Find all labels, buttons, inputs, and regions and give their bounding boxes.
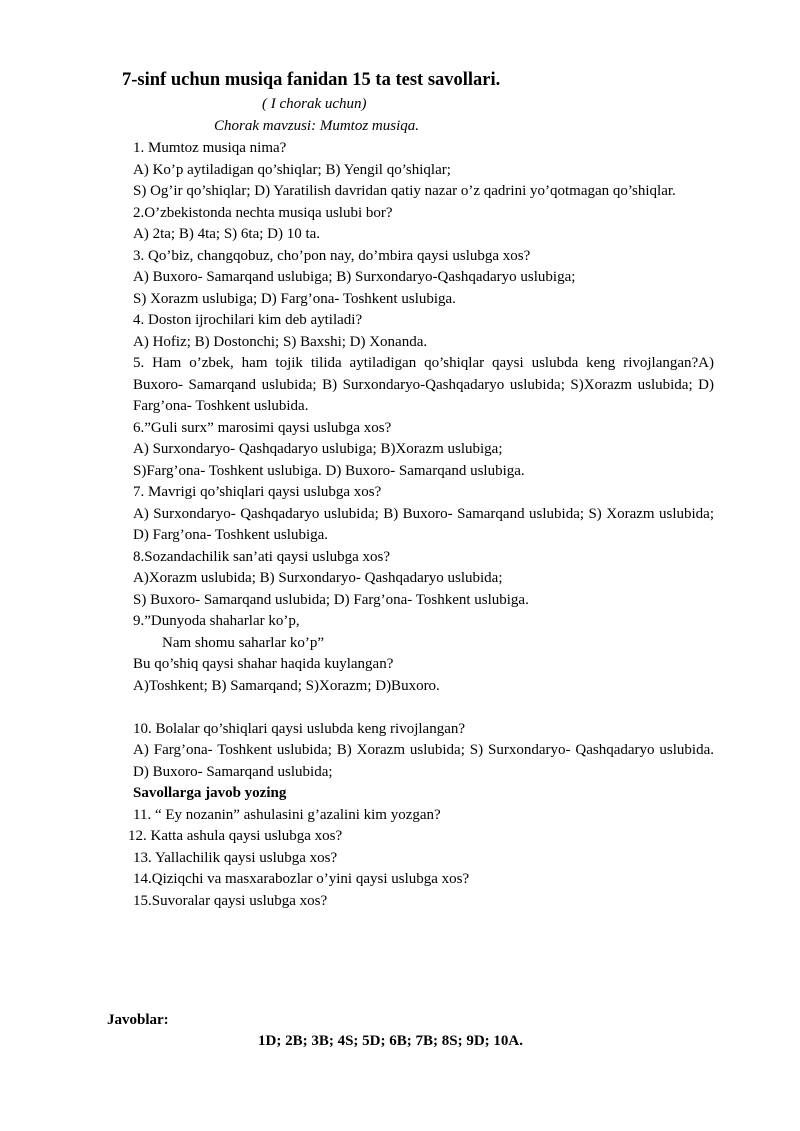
question-3-options-2: S) Xorazm uslubiga; D) Farg’ona- Toshkent uslubiga. — [133, 290, 456, 307]
question-1-options: A) Ko’p aytiladigan qo’shiqlar; B) Yengil qo’shiqlar; — [133, 161, 451, 178]
question-9-prompt: Bu qo’shiq qaysi shahar haqida kuylangan? — [133, 656, 394, 672]
question-7: 7. Mavrigi qo’shiqlari qaysi uslubga xos? — [133, 484, 382, 500]
question-6-options: A) Surxondaryo- Qashqadaryo uslubiga; B)Xorazm uslubiga; — [133, 441, 503, 457]
question-2: 2.O’zbekistonda nechta musiqa uslubi bor? — [133, 204, 393, 221]
question-9: 9.”Dunyoda shaharlar ko’p, — [133, 613, 300, 629]
question-13: 13. Yallachilik qaysi uslubga xos? — [133, 849, 338, 866]
question-8-options-2: S) Buxoro- Samarqand uslubida; D) Farg’ona- Toshkent uslubiga. — [133, 591, 529, 608]
question-1: 1. Mumtoz musiqa nima? — [133, 140, 287, 156]
question-7-options: A) Surxondaryo- Qashqadaryo uslubida; B) Buxoro- Samarqand uslubida; S) Xorazm uslubida; D) Farg’ona- Toshkent uslubiga. — [133, 505, 714, 543]
spacer — [133, 697, 714, 719]
question-8: 8.Sozandachilik san’ati qaysi uslubga xos? — [133, 548, 391, 565]
quarter-subtitle: ( I chorak uchun) — [262, 96, 367, 112]
question-2-options: A) 2ta; B) 4ta; S) 6ta; D) 10 ta. — [133, 226, 321, 242]
page-title: 7-sinf uchun musiqa fanidan 15 ta test savollari. — [122, 70, 501, 90]
section-heading: Savollarga javob yozing — [133, 785, 287, 801]
question-5: 5. Ham o’zbek, ham tojik tilida aytiladigan qo’shiqlar qaysi uslubda keng rivojlangan?A) Buxoro- Samarqand uslubida; B) Surxondaryo-Qashqadaryo uslubida; S)Xorazm uslubida; D) Farg’ona- Toshkent uslubida. — [133, 355, 714, 414]
questions-body — [128, 138, 714, 912]
question-14: 14.Qiziqchi va masxarabozlar o’yini qaysi uslubga xos? — [133, 871, 470, 887]
question-3: 3. Qo’biz, changqobuz, cho’pon nay, do’mbira qaysi uslubga xos? — [133, 247, 531, 264]
question-1-options-2: S) Og’ir qo’shiqlar; D) Yaratilish davridan qatiy nazar o’z qadrini yo’qotmagan qo’shiqlar. — [133, 183, 676, 199]
question-3-options: A) Buxoro- Samarqand uslubiga; B) Surxondaryo-Qashqadaryo uslubiga; — [133, 269, 576, 285]
question-4: 4. Doston ijrochilari kim deb aytiladi? — [133, 312, 363, 328]
question-10-options: A) Farg’ona- Toshkent uslubida; B) Xorazm uslubida; S) Surxondaryo- Qashqadaryo uslubida. D) Buxoro- Samarqand uslubida; — [133, 742, 714, 780]
question-15: 15.Suvoralar qaysi uslubga xos? — [133, 892, 328, 909]
question-9-options: A)Toshkent; B) Samarqand; S)Xorazm; D)Buxoro. — [133, 677, 440, 694]
question-6: 6.”Guli surx” marosimi qaysi uslubga xos? — [133, 419, 392, 436]
answers-key: 1D; 2B; 3B; 4S; 5D; 6B; 7B; 8S; 9D; 10A. — [258, 1033, 523, 1049]
question-10: 10. Bolalar qo’shiqlari qaysi uslubda keng rivojlangan? — [133, 720, 466, 737]
question-9-song-line: Nam shomu saharlar ko’p” — [162, 634, 325, 651]
question-12: 12. Katta ashula qaysi uslubga xos? — [128, 828, 343, 844]
question-8-options: A)Xorazm uslubida; B) Surxondaryo- Qashqadaryo uslubida; — [133, 570, 503, 586]
question-4-options: A) Hofiz; B) Dostonchi; S) Baxshi; D) Xonanda. — [133, 333, 428, 350]
topic-subtitle: Chorak mavzusi: Mumtoz musiqa. — [214, 118, 419, 134]
question-11: 11. “ Ey nozanin” ashulasini g’azalini kim yozgan? — [133, 806, 441, 823]
question-6-options-2: S)Farg’ona- Toshkent uslubiga. D) Buxoro- Samarqand uslubiga. — [133, 462, 525, 479]
answers-label: Javoblar: — [107, 1012, 169, 1028]
